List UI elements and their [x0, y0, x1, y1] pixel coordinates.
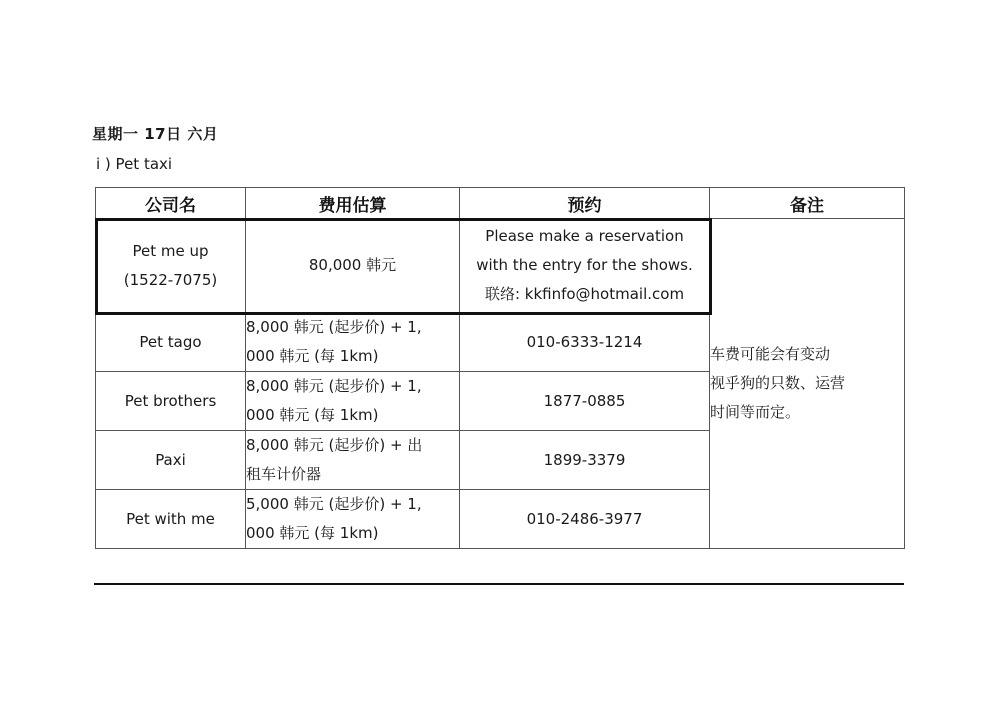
page-date: 星期一 17日 六月 — [92, 125, 219, 143]
fee-cell — [246, 490, 460, 549]
reservation-cell: 010-2486-3977 — [460, 490, 710, 549]
header-notes: 备注 — [710, 188, 905, 219]
header-reservation: 预约 — [460, 188, 710, 219]
reservation-line: Please make a reservation — [485, 227, 684, 245]
note-line: 时间等而定。 — [710, 403, 801, 421]
notes-cell — [710, 219, 905, 549]
company-cell: Pet tago — [96, 313, 246, 372]
company-cell: Paxi — [96, 431, 246, 490]
table-row — [96, 219, 905, 313]
fee-line: 8,000 韩元 (起步价) + 1, — [246, 377, 422, 395]
pet-taxi-table — [95, 187, 905, 549]
header-fee: 费用估算 — [246, 188, 460, 219]
company-phone: (1522-7075) — [123, 270, 218, 289]
note-line: 车费可能会有变动 — [710, 345, 831, 363]
fee-line: 8,000 韩元 (起步价) + 出 — [246, 436, 423, 454]
reservation-line: with the entry for the shows. — [476, 256, 693, 274]
company-name: Pet me up — [132, 241, 209, 260]
fee-line: 5,000 韩元 (起步价) + 1, — [246, 495, 422, 513]
reservation-cell: 1877-0885 — [460, 372, 710, 431]
fee-cell — [246, 313, 460, 372]
company-cell — [96, 219, 246, 313]
fee-cell: 80,000 韩元 — [246, 219, 460, 313]
reservation-cell: 010-6333-1214 — [460, 313, 710, 372]
header-company: 公司名 — [96, 188, 246, 219]
fee-line: 000 韩元 (每 1km) — [246, 524, 379, 542]
fee-cell — [246, 372, 460, 431]
table-header-row — [96, 188, 905, 219]
horizontal-divider — [94, 583, 904, 585]
section-title: i ) Pet taxi — [96, 155, 173, 173]
note-line: 视乎狗的只数、运营 — [710, 374, 846, 392]
reservation-email[interactable]: 联络: kkfinfo@hotmail.com — [484, 285, 685, 303]
fee-line: 8,000 韩元 (起步价) + 1, — [246, 318, 422, 336]
company-cell: Pet brothers — [96, 372, 246, 431]
reservation-cell — [460, 219, 710, 313]
fee-line: 000 韩元 (每 1km) — [246, 347, 379, 365]
reservation-cell: 1899-3379 — [460, 431, 710, 490]
fee-cell — [246, 431, 460, 490]
fee-line: 000 韩元 (每 1km) — [246, 406, 379, 424]
fee-line: 租车计价器 — [246, 465, 322, 483]
company-cell: Pet with me — [96, 490, 246, 549]
